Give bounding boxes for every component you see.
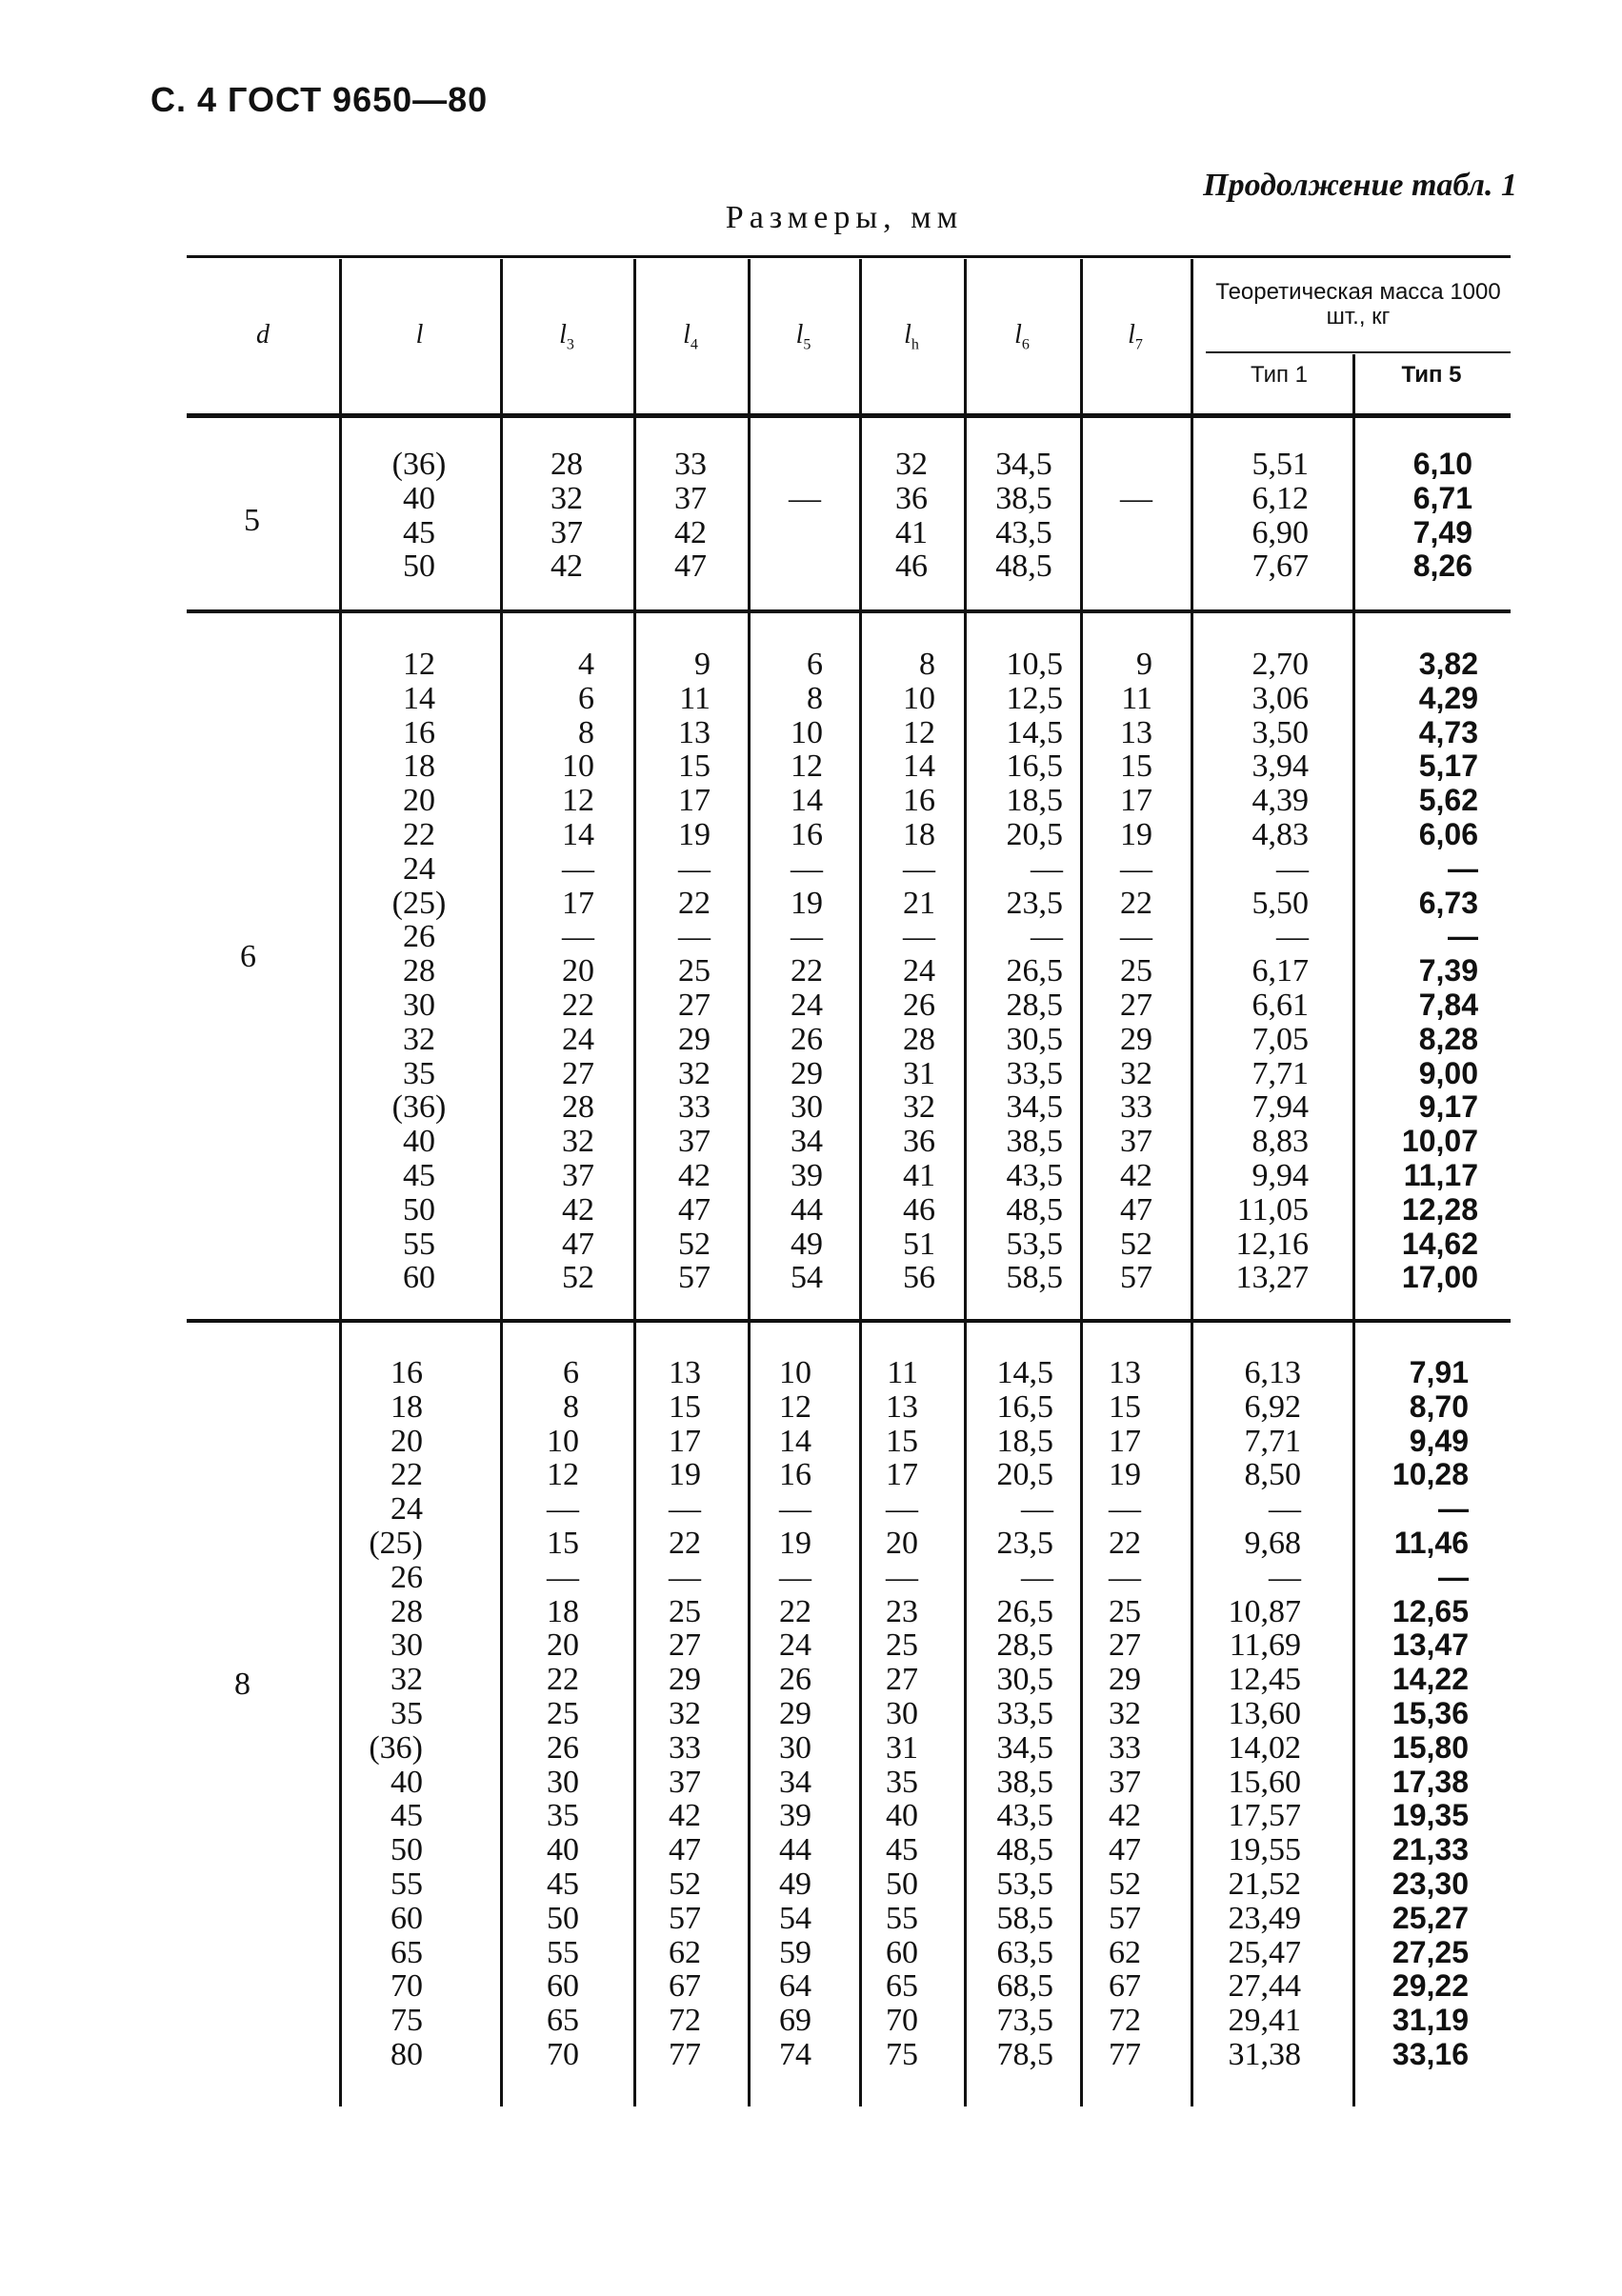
type5-mass-values: 3,82 4,29 4,73 5,17 5,62 6,06 — 6,73 — 7,39 7,84 8,28 9,00 9,17 10,07 11,17 12,28 14,62 17,00: [1401, 647, 1478, 1295]
l7-values: —: [1120, 481, 1152, 516]
type5-mass-values: 7,91 8,70 9,49 10,28 — 11,46 — 12,65 13,47 14,22 15,36 15,80 17,38 19,35 21,33 23,30 25,27 27,25 29,22 31,19 33,16: [1392, 1355, 1469, 2071]
group-divider: [187, 609, 1511, 613]
column-rule: [339, 259, 342, 2106]
mass-subheader-rule: [1206, 351, 1511, 353]
header-l4: $l_4$: [683, 320, 698, 353]
l5-values: —: [789, 481, 821, 516]
header-l5: $l_5$: [795, 320, 811, 353]
lh-values: 32 36 41 46: [895, 447, 928, 585]
header-type-1: Тип 1: [1250, 362, 1309, 388]
l6-values: 10,5 12,5 14,5 16,5 18,5 20,5 — 23,5 — 26,5 28,5 30,5 33,5 34,5 38,5 43,5 48,5 53,5 58,5: [1006, 647, 1063, 1296]
column-rule: [633, 259, 636, 2106]
units-caption: Размеры, мм: [725, 200, 964, 235]
l6-values: 34,5 38,5 43,5 48,5: [995, 447, 1052, 585]
l3-values: 6 8 10 12 — 15 — 18 20 22 25 26 30 35 40 45 50 55 60 65 70: [547, 1355, 579, 2072]
l4-values: 33 37 42 47: [674, 447, 707, 585]
l4-values: 9 11 13 15 17 19 — 22 — 25 27 29 32 33 37 42 47 52 57: [678, 647, 711, 1296]
type5-mass-values: 6,10 6,71 7,49 8,26: [1412, 447, 1472, 584]
d-value: 6: [240, 939, 256, 974]
d-value: 8: [234, 1667, 250, 1702]
column-rule: [500, 259, 503, 2106]
column-rule: [748, 259, 751, 2106]
page-header: С. 4 ГОСТ 9650—80: [150, 80, 489, 119]
header-bottom-rule: [187, 413, 1511, 418]
l5-values: 10 12 14 16 — 19 — 22 24 26 29 30 34 39 44 49 54 59 64 69 74: [779, 1355, 811, 2072]
header-lh: $l_h$: [904, 320, 919, 353]
l4-values: 13 15 17 19 — 22 — 25 27 29 32 33 37 42 47 52 57 62 67 72 77: [669, 1355, 701, 2072]
header-type-5: Тип 5: [1401, 362, 1462, 388]
l-values: (36) 40 45 50: [391, 447, 447, 585]
header-d: d: [256, 320, 270, 349]
header-l6: $l_6$: [1014, 320, 1030, 353]
type1-mass-values: 2,70 3,06 3,50 3,94 4,39 4,83 — 5,50 — 6,17 6,61 7,05 7,71 7,94 8,83 9,94 11,05 12,16 13,27: [1235, 647, 1309, 1296]
group-divider: [187, 1319, 1511, 1323]
l3-values: 4 6 8 10 12 14 — 17 — 20 22 24 27 28 32 37 42 47 52: [562, 647, 594, 1296]
table-continuation-label: Продолжение табл. 1: [1203, 168, 1517, 203]
header-l3: $l_3$: [559, 320, 574, 353]
l5-values: 6 8 10 12 14 16 — 19 — 22 24 26 29 30 34 39 44 49 54: [791, 647, 823, 1296]
l3-values: 28 32 37 42: [551, 447, 583, 585]
header-l7: $l_7$: [1128, 320, 1143, 353]
table-top-rule: [187, 255, 1511, 258]
column-rule: [1191, 259, 1193, 2106]
type1-mass-values: 5,51 6,12 6,90 7,67: [1252, 447, 1309, 585]
l-values: 12 14 16 18 20 22 24 (25) 26 28 30 32 35 (36) 40 45 50 55 60: [391, 647, 447, 1296]
l7-values: 13 15 17 19 — 22 — 25 27 29 32 33 37 42 47 52 57 62 67 72 77: [1109, 1355, 1141, 2072]
lh-values: 8 10 12 14 16 18 — 21 — 24 26 28 31 32 36 41 46 51 56: [903, 647, 935, 1296]
l7-values: 9 11 13 15 17 19 — 22 — 25 27 29 32 33 37 42 47 52 57: [1120, 647, 1152, 1296]
type1-mass-values: 6,13 6,92 7,71 8,50 — 9,68 — 10,87 11,69 12,45 13,60 14,02 15,60 17,57 19,55 21,52 23,49 25,47 27,44 29,41 31,38: [1228, 1355, 1301, 2072]
l-values: 16 18 20 22 24 (25) 26 28 30 32 35 (36) 40 45 50 55 60 65 70 75 80: [369, 1355, 423, 2072]
d-value: 5: [244, 503, 260, 538]
header-theoretical-mass: Теоретическая масса 1000 шт., кг: [1215, 279, 1501, 329]
lh-values: 11 13 15 17 — 20 — 23 25 27 30 31 35 40 45 50 55 60 65 70 75: [886, 1355, 918, 2072]
l6-values: 14,5 16,5 18,5 20,5 — 23,5 — 26,5 28,5 30,5 33,5 34,5 38,5 43,5 48,5 53,5 58,5 63,5 68,5 73,5 78,5: [996, 1355, 1053, 2072]
header-l: l: [415, 320, 424, 349]
